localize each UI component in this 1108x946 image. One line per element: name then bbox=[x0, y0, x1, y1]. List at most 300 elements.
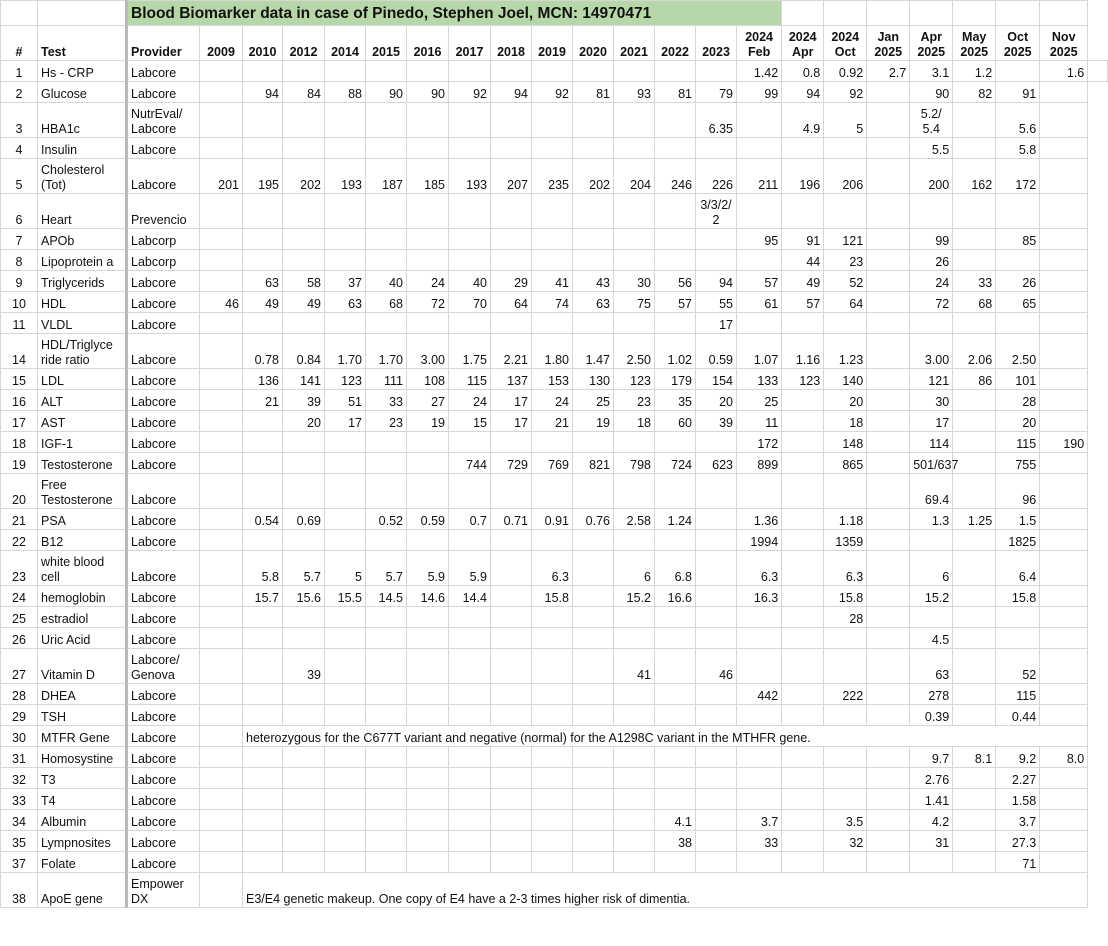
test-name[interactable]: Hs - CRP bbox=[38, 61, 127, 82]
provider[interactable]: Labcore bbox=[127, 628, 200, 649]
column-header[interactable]: 2024 Apr bbox=[782, 26, 824, 61]
row-number[interactable]: 14 bbox=[1, 334, 38, 369]
value-cell[interactable] bbox=[614, 831, 655, 852]
value-cell[interactable] bbox=[867, 103, 910, 138]
value-cell[interactable] bbox=[737, 103, 782, 138]
value-cell[interactable]: 15.7 bbox=[243, 586, 283, 607]
value-cell[interactable]: 5.6 bbox=[996, 103, 1040, 138]
value-cell[interactable]: 1.07 bbox=[737, 334, 782, 369]
value-cell[interactable] bbox=[782, 768, 824, 789]
value-cell[interactable] bbox=[867, 768, 910, 789]
value-cell[interactable] bbox=[243, 61, 283, 82]
value-cell[interactable] bbox=[867, 474, 910, 509]
value-cell[interactable]: 15.5 bbox=[325, 586, 366, 607]
value-cell[interactable] bbox=[366, 138, 407, 159]
row-number[interactable]: 1 bbox=[1, 61, 38, 82]
value-cell[interactable]: 15 bbox=[449, 411, 491, 432]
value-cell[interactable] bbox=[491, 61, 532, 82]
value-cell[interactable] bbox=[573, 607, 614, 628]
provider[interactable]: Labcorp bbox=[127, 229, 200, 250]
value-cell[interactable] bbox=[491, 313, 532, 334]
value-cell[interactable] bbox=[953, 628, 996, 649]
value-cell[interactable] bbox=[573, 747, 614, 768]
value-cell[interactable]: 72 bbox=[407, 292, 449, 313]
value-cell[interactable] bbox=[614, 607, 655, 628]
value-cell[interactable] bbox=[407, 831, 449, 852]
value-cell[interactable] bbox=[200, 628, 243, 649]
value-cell[interactable]: 3.7 bbox=[737, 810, 782, 831]
value-cell[interactable]: 49 bbox=[782, 271, 824, 292]
value-cell[interactable] bbox=[1040, 628, 1088, 649]
value-cell[interactable] bbox=[573, 194, 614, 229]
value-cell[interactable] bbox=[325, 810, 366, 831]
provider[interactable]: Labcore bbox=[127, 313, 200, 334]
value-cell[interactable]: 60 bbox=[655, 411, 696, 432]
value-cell[interactable] bbox=[953, 411, 996, 432]
value-cell[interactable]: 28 bbox=[824, 607, 867, 628]
value-cell[interactable] bbox=[325, 103, 366, 138]
value-cell[interactable]: 2.06 bbox=[953, 334, 996, 369]
row-number[interactable]: 27 bbox=[1, 649, 38, 684]
value-cell[interactable] bbox=[1040, 607, 1088, 628]
value-cell[interactable] bbox=[1040, 705, 1088, 726]
value-cell[interactable]: 33 bbox=[953, 271, 996, 292]
value-cell[interactable]: 140 bbox=[824, 369, 867, 390]
value-cell[interactable]: 4.5 bbox=[910, 628, 953, 649]
value-cell[interactable] bbox=[366, 250, 407, 271]
value-cell[interactable] bbox=[696, 229, 737, 250]
value-cell[interactable]: 5.8 bbox=[996, 138, 1040, 159]
value-cell[interactable]: 24 bbox=[532, 390, 573, 411]
value-cell[interactable]: 1.2 bbox=[953, 61, 996, 82]
value-cell[interactable]: 235 bbox=[532, 159, 573, 194]
value-cell[interactable] bbox=[953, 852, 996, 873]
provider[interactable]: Labcore bbox=[127, 390, 200, 411]
value-cell[interactable]: 123 bbox=[325, 369, 366, 390]
test-name[interactable]: Albumin bbox=[38, 810, 127, 831]
value-cell[interactable] bbox=[491, 586, 532, 607]
value-cell[interactable]: 24 bbox=[910, 271, 953, 292]
provider[interactable]: Labcore bbox=[127, 726, 200, 747]
value-cell[interactable]: 5.2/ 5.4 bbox=[910, 103, 953, 138]
value-cell[interactable]: 5.7 bbox=[366, 551, 407, 586]
value-cell[interactable]: 1359 bbox=[824, 530, 867, 551]
value-cell[interactable] bbox=[200, 390, 243, 411]
row-number[interactable]: 31 bbox=[1, 747, 38, 768]
value-cell[interactable] bbox=[407, 607, 449, 628]
value-cell[interactable] bbox=[1040, 103, 1088, 138]
value-cell[interactable] bbox=[573, 61, 614, 82]
value-cell[interactable] bbox=[953, 586, 996, 607]
provider[interactable]: NutrEval/ Labcore bbox=[127, 103, 200, 138]
row-number[interactable]: 22 bbox=[1, 530, 38, 551]
value-cell[interactable]: 4.9 bbox=[782, 103, 824, 138]
provider[interactable]: Labcore bbox=[127, 530, 200, 551]
value-cell[interactable] bbox=[325, 138, 366, 159]
value-cell[interactable]: 43 bbox=[573, 271, 614, 292]
value-cell[interactable] bbox=[200, 873, 243, 908]
value-cell[interactable] bbox=[325, 789, 366, 810]
test-name[interactable]: HDL bbox=[38, 292, 127, 313]
value-cell[interactable] bbox=[200, 810, 243, 831]
value-cell[interactable]: 37 bbox=[325, 271, 366, 292]
value-cell[interactable]: 3/3/2/ 2 bbox=[696, 194, 737, 229]
value-cell[interactable] bbox=[532, 852, 573, 873]
column-header[interactable]: Apr 2025 bbox=[910, 26, 953, 61]
cell[interactable] bbox=[996, 1, 1040, 26]
value-cell[interactable]: 86 bbox=[953, 369, 996, 390]
value-cell[interactable] bbox=[696, 138, 737, 159]
value-cell[interactable]: 33 bbox=[737, 831, 782, 852]
value-cell[interactable] bbox=[200, 726, 243, 747]
value-cell[interactable] bbox=[325, 684, 366, 705]
value-cell[interactable]: 56 bbox=[655, 271, 696, 292]
provider[interactable]: Labcore bbox=[127, 852, 200, 873]
value-cell[interactable] bbox=[283, 852, 325, 873]
value-cell[interactable] bbox=[655, 747, 696, 768]
value-cell[interactable] bbox=[782, 474, 824, 509]
value-cell[interactable] bbox=[366, 810, 407, 831]
value-cell[interactable]: 94 bbox=[491, 82, 532, 103]
value-cell[interactable] bbox=[655, 194, 696, 229]
value-cell[interactable] bbox=[696, 684, 737, 705]
value-cell[interactable] bbox=[655, 313, 696, 334]
cell[interactable] bbox=[867, 1, 910, 26]
provider[interactable]: Labcore bbox=[127, 509, 200, 530]
value-cell[interactable] bbox=[366, 628, 407, 649]
value-cell[interactable]: 5.9 bbox=[407, 551, 449, 586]
value-cell[interactable] bbox=[867, 411, 910, 432]
value-cell[interactable]: 0.52 bbox=[366, 509, 407, 530]
value-cell[interactable] bbox=[614, 229, 655, 250]
value-cell[interactable]: 30 bbox=[614, 271, 655, 292]
value-cell[interactable]: 1.70 bbox=[325, 334, 366, 369]
value-cell[interactable] bbox=[614, 852, 655, 873]
value-cell[interactable] bbox=[867, 369, 910, 390]
value-cell[interactable]: 55 bbox=[696, 292, 737, 313]
value-cell[interactable]: 74 bbox=[532, 292, 573, 313]
value-cell[interactable]: 1.18 bbox=[824, 509, 867, 530]
value-cell[interactable]: 185 bbox=[407, 159, 449, 194]
value-cell[interactable]: 0.84 bbox=[283, 334, 325, 369]
value-cell[interactable] bbox=[200, 334, 243, 369]
value-cell[interactable]: 49 bbox=[243, 292, 283, 313]
value-cell[interactable]: 193 bbox=[325, 159, 366, 194]
value-cell[interactable] bbox=[325, 432, 366, 453]
value-cell[interactable] bbox=[655, 61, 696, 82]
row-number[interactable]: 6 bbox=[1, 194, 38, 229]
value-cell[interactable]: 93 bbox=[614, 82, 655, 103]
value-cell[interactable] bbox=[573, 551, 614, 586]
value-cell[interactable] bbox=[366, 789, 407, 810]
value-cell[interactable] bbox=[200, 705, 243, 726]
value-cell[interactable] bbox=[366, 747, 407, 768]
value-cell[interactable]: 1.23 bbox=[824, 334, 867, 369]
row-number[interactable]: 10 bbox=[1, 292, 38, 313]
value-cell[interactable]: 5.7 bbox=[283, 551, 325, 586]
value-cell[interactable] bbox=[824, 628, 867, 649]
value-cell[interactable] bbox=[243, 229, 283, 250]
value-cell[interactable] bbox=[200, 551, 243, 586]
value-cell[interactable] bbox=[782, 852, 824, 873]
value-cell[interactable]: 90 bbox=[366, 82, 407, 103]
value-cell[interactable] bbox=[407, 705, 449, 726]
value-cell[interactable] bbox=[1040, 82, 1088, 103]
value-cell[interactable]: 29 bbox=[491, 271, 532, 292]
value-cell[interactable] bbox=[366, 432, 407, 453]
value-cell[interactable] bbox=[696, 607, 737, 628]
row-number[interactable]: 25 bbox=[1, 607, 38, 628]
value-cell[interactable] bbox=[573, 474, 614, 509]
value-cell[interactable] bbox=[996, 313, 1040, 334]
row-number[interactable]: 16 bbox=[1, 390, 38, 411]
value-cell[interactable] bbox=[782, 789, 824, 810]
value-cell[interactable]: 92 bbox=[824, 82, 867, 103]
value-cell[interactable] bbox=[737, 138, 782, 159]
test-name[interactable]: PSA bbox=[38, 509, 127, 530]
value-cell[interactable] bbox=[283, 61, 325, 82]
value-cell[interactable] bbox=[1040, 586, 1088, 607]
value-cell[interactable]: 94 bbox=[696, 271, 737, 292]
value-cell[interactable]: 58 bbox=[283, 271, 325, 292]
value-cell[interactable]: 200 bbox=[910, 159, 953, 194]
value-cell[interactable]: 162 bbox=[953, 159, 996, 194]
value-cell[interactable] bbox=[867, 789, 910, 810]
value-cell[interactable] bbox=[449, 831, 491, 852]
value-cell[interactable]: 90 bbox=[407, 82, 449, 103]
value-cell[interactable] bbox=[996, 607, 1040, 628]
value-cell[interactable] bbox=[532, 789, 573, 810]
value-cell[interactable] bbox=[996, 250, 1040, 271]
value-cell[interactable] bbox=[1040, 684, 1088, 705]
value-cell[interactable]: 21 bbox=[532, 411, 573, 432]
column-header[interactable]: Nov 2025 bbox=[1040, 26, 1088, 61]
test-name[interactable]: T3 bbox=[38, 768, 127, 789]
value-cell[interactable] bbox=[449, 649, 491, 684]
value-cell[interactable]: 3.7 bbox=[996, 810, 1040, 831]
value-cell[interactable]: 99 bbox=[910, 229, 953, 250]
value-cell[interactable] bbox=[491, 103, 532, 138]
test-name[interactable]: Insulin bbox=[38, 138, 127, 159]
value-cell[interactable]: 278 bbox=[910, 684, 953, 705]
value-cell[interactable]: 115 bbox=[996, 684, 1040, 705]
provider[interactable]: Labcore bbox=[127, 768, 200, 789]
value-cell[interactable] bbox=[407, 103, 449, 138]
test-name[interactable]: VLDL bbox=[38, 313, 127, 334]
value-cell[interactable] bbox=[491, 138, 532, 159]
value-cell[interactable]: 6.3 bbox=[737, 551, 782, 586]
value-cell[interactable] bbox=[491, 551, 532, 586]
row-number[interactable]: 3 bbox=[1, 103, 38, 138]
value-cell[interactable] bbox=[283, 684, 325, 705]
value-cell[interactable] bbox=[283, 810, 325, 831]
value-cell[interactable] bbox=[532, 103, 573, 138]
value-cell[interactable] bbox=[532, 194, 573, 229]
value-cell[interactable] bbox=[243, 530, 283, 551]
value-cell[interactable]: 27 bbox=[407, 390, 449, 411]
value-cell[interactable] bbox=[532, 684, 573, 705]
value-cell[interactable] bbox=[614, 684, 655, 705]
value-cell[interactable] bbox=[283, 747, 325, 768]
test-name[interactable]: TSH bbox=[38, 705, 127, 726]
value-cell[interactable] bbox=[953, 607, 996, 628]
value-cell[interactable]: 94 bbox=[243, 82, 283, 103]
value-cell[interactable] bbox=[737, 250, 782, 271]
value-cell[interactable] bbox=[243, 789, 283, 810]
value-cell[interactable] bbox=[407, 628, 449, 649]
value-cell[interactable] bbox=[1040, 509, 1088, 530]
value-cell[interactable]: 190 bbox=[1040, 432, 1088, 453]
value-cell[interactable] bbox=[824, 852, 867, 873]
row-number[interactable]: 15 bbox=[1, 369, 38, 390]
value-cell[interactable]: 17 bbox=[491, 411, 532, 432]
value-cell[interactable]: 40 bbox=[366, 271, 407, 292]
cell[interactable] bbox=[910, 1, 953, 26]
value-cell[interactable] bbox=[573, 138, 614, 159]
value-cell[interactable] bbox=[532, 229, 573, 250]
value-cell[interactable]: 9.7 bbox=[910, 747, 953, 768]
value-cell[interactable]: 744 bbox=[449, 453, 491, 474]
value-cell[interactable] bbox=[407, 852, 449, 873]
value-cell[interactable]: 222 bbox=[824, 684, 867, 705]
value-cell[interactable] bbox=[532, 61, 573, 82]
value-cell[interactable]: 9.2 bbox=[996, 747, 1040, 768]
value-cell[interactable] bbox=[491, 831, 532, 852]
value-cell[interactable] bbox=[1040, 530, 1088, 551]
value-cell[interactable]: 246 bbox=[655, 159, 696, 194]
value-cell[interactable] bbox=[953, 810, 996, 831]
test-name[interactable]: Cholesterol (Tot) bbox=[38, 159, 127, 194]
test-name[interactable]: Lympnosites bbox=[38, 831, 127, 852]
value-cell[interactable] bbox=[491, 530, 532, 551]
value-cell[interactable] bbox=[655, 474, 696, 509]
value-cell[interactable] bbox=[243, 747, 283, 768]
value-cell[interactable]: 0.8 bbox=[782, 61, 824, 82]
value-cell[interactable]: 91 bbox=[996, 82, 1040, 103]
value-cell[interactable]: 2.58 bbox=[614, 509, 655, 530]
value-cell[interactable]: 26 bbox=[910, 250, 953, 271]
value-cell[interactable]: 24 bbox=[449, 390, 491, 411]
value-cell[interactable] bbox=[737, 194, 782, 229]
value-cell[interactable] bbox=[614, 194, 655, 229]
value-cell[interactable] bbox=[283, 432, 325, 453]
value-cell[interactable]: 1.47 bbox=[573, 334, 614, 369]
value-cell[interactable] bbox=[614, 103, 655, 138]
value-cell[interactable] bbox=[407, 530, 449, 551]
value-cell[interactable] bbox=[532, 747, 573, 768]
value-cell[interactable]: 0.44 bbox=[996, 705, 1040, 726]
value-cell[interactable] bbox=[782, 649, 824, 684]
value-cell[interactable] bbox=[491, 768, 532, 789]
value-cell[interactable] bbox=[243, 411, 283, 432]
value-cell[interactable] bbox=[1040, 369, 1088, 390]
row-number[interactable]: 28 bbox=[1, 684, 38, 705]
value-cell[interactable] bbox=[532, 607, 573, 628]
value-cell[interactable]: 16.6 bbox=[655, 586, 696, 607]
value-cell[interactable] bbox=[200, 649, 243, 684]
value-cell[interactable] bbox=[532, 530, 573, 551]
value-cell[interactable]: 207 bbox=[491, 159, 532, 194]
value-cell[interactable] bbox=[449, 684, 491, 705]
value-cell[interactable]: 1.70 bbox=[366, 334, 407, 369]
value-cell[interactable] bbox=[243, 313, 283, 334]
cell[interactable] bbox=[1, 1, 38, 26]
value-cell[interactable] bbox=[953, 649, 996, 684]
value-cell[interactable] bbox=[532, 628, 573, 649]
value-cell[interactable]: 5.9 bbox=[449, 551, 491, 586]
cell[interactable] bbox=[1040, 1, 1088, 26]
value-cell[interactable]: 133 bbox=[737, 369, 782, 390]
value-cell[interactable] bbox=[1040, 292, 1088, 313]
value-cell[interactable]: 41 bbox=[614, 649, 655, 684]
value-cell[interactable]: 8.0 bbox=[1040, 747, 1088, 768]
value-cell[interactable] bbox=[449, 61, 491, 82]
value-cell[interactable] bbox=[655, 250, 696, 271]
value-cell[interactable] bbox=[1040, 138, 1088, 159]
cell[interactable] bbox=[953, 1, 996, 26]
value-cell[interactable] bbox=[407, 432, 449, 453]
value-cell[interactable]: 115 bbox=[996, 432, 1040, 453]
value-cell[interactable] bbox=[867, 831, 910, 852]
value-cell[interactable]: 0.78 bbox=[243, 334, 283, 369]
value-cell[interactable] bbox=[243, 194, 283, 229]
value-cell[interactable]: 623 bbox=[696, 453, 737, 474]
value-cell[interactable] bbox=[953, 390, 996, 411]
value-cell[interactable] bbox=[614, 61, 655, 82]
value-cell[interactable] bbox=[824, 747, 867, 768]
value-cell[interactable] bbox=[366, 607, 407, 628]
test-name[interactable]: AST bbox=[38, 411, 127, 432]
value-cell[interactable]: 1.5 bbox=[996, 509, 1040, 530]
value-cell[interactable]: 63 bbox=[243, 271, 283, 292]
value-cell[interactable] bbox=[491, 705, 532, 726]
value-cell[interactable]: 0.76 bbox=[573, 509, 614, 530]
value-cell[interactable]: 1.41 bbox=[910, 789, 953, 810]
value-cell[interactable] bbox=[200, 61, 243, 82]
value-cell[interactable]: 25 bbox=[573, 390, 614, 411]
value-cell[interactable] bbox=[573, 705, 614, 726]
value-cell[interactable] bbox=[283, 313, 325, 334]
value-cell[interactable] bbox=[491, 628, 532, 649]
value-cell[interactable] bbox=[1040, 229, 1088, 250]
column-header[interactable]: 2014 bbox=[325, 26, 366, 61]
test-name[interactable]: white blood cell bbox=[38, 551, 127, 586]
row-number[interactable]: 29 bbox=[1, 705, 38, 726]
value-cell[interactable]: 92 bbox=[532, 82, 573, 103]
value-cell[interactable] bbox=[782, 530, 824, 551]
value-cell[interactable] bbox=[366, 649, 407, 684]
test-name[interactable]: Homosystine bbox=[38, 747, 127, 768]
row-number[interactable]: 24 bbox=[1, 586, 38, 607]
test-name[interactable]: Uric Acid bbox=[38, 628, 127, 649]
provider[interactable]: Labcore bbox=[127, 607, 200, 628]
value-cell[interactable]: 865 bbox=[824, 453, 867, 474]
value-cell[interactable] bbox=[200, 271, 243, 292]
value-cell[interactable] bbox=[573, 684, 614, 705]
value-cell[interactable] bbox=[696, 61, 737, 82]
value-cell[interactable] bbox=[366, 103, 407, 138]
value-cell[interactable] bbox=[449, 194, 491, 229]
value-cell[interactable] bbox=[1088, 61, 1108, 82]
value-cell[interactable]: 1.36 bbox=[737, 509, 782, 530]
value-cell[interactable]: 1.02 bbox=[655, 334, 696, 369]
value-cell[interactable]: 15.8 bbox=[824, 586, 867, 607]
value-cell[interactable]: 49 bbox=[283, 292, 325, 313]
row-number[interactable]: 33 bbox=[1, 789, 38, 810]
row-number[interactable]: 35 bbox=[1, 831, 38, 852]
value-cell[interactable] bbox=[953, 103, 996, 138]
value-cell[interactable] bbox=[200, 250, 243, 271]
